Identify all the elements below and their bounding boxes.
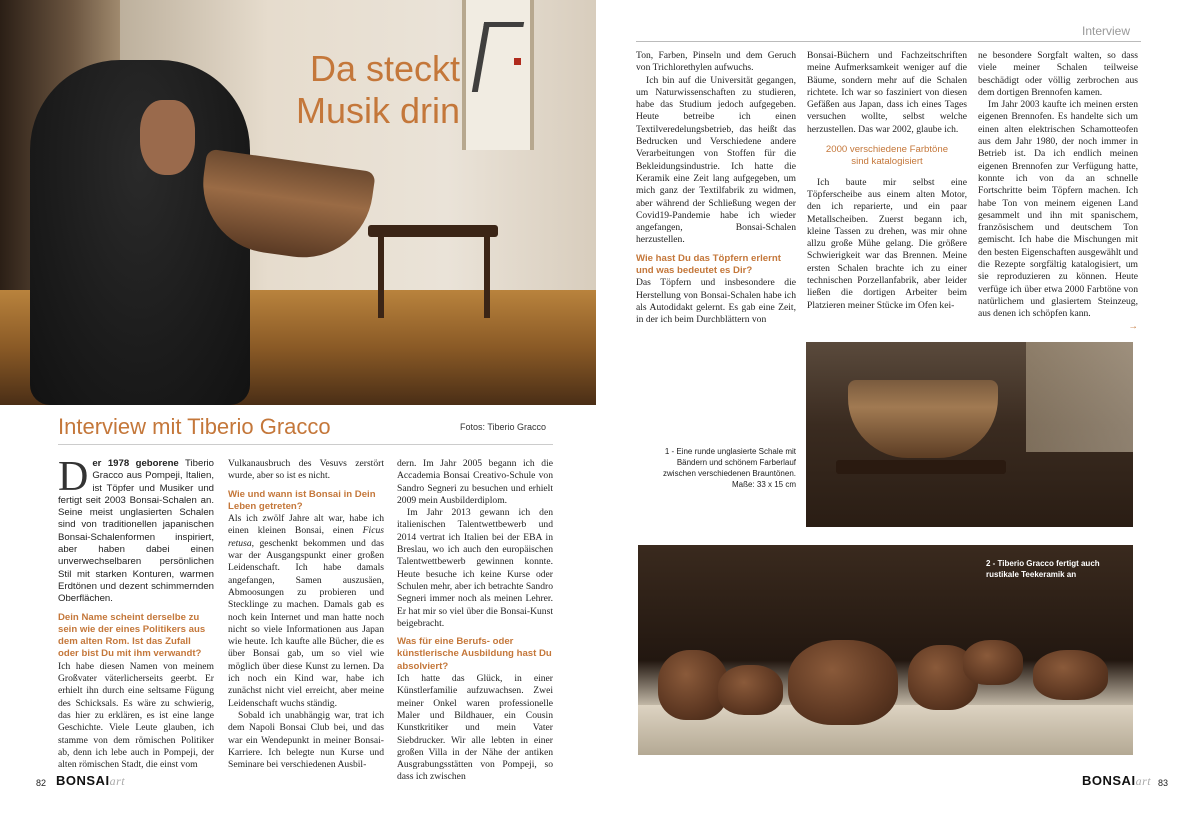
low-table [368, 225, 498, 237]
r-col1-paragraph-1: Ton, Farben, Pinseln und dem Geruch von Trichlorethylen aufwuchs. [636, 50, 796, 74]
lead-paragraph [58, 454, 214, 606]
answer-2-italic: Ficus retusa, [228, 525, 384, 549]
seal-stamp [514, 58, 521, 65]
col2-continuation: Vulkanausbruch des Vesuvs zerstört wurde, aber so ist es nicht. [228, 458, 384, 482]
tea-cup [963, 640, 1023, 685]
table-leg [378, 236, 384, 318]
r-col3-paragraph-1: ne besondere Sorgfalt walten, so dass viele meiner Schalen teilweise beschädigt oder völlig zerbrochen aus dem dortigen Brennofen kamen. [978, 50, 1138, 98]
photo1-bowl [848, 380, 998, 458]
subheading [807, 144, 967, 169]
tea-bowl [1033, 650, 1108, 700]
photo1-window [1026, 342, 1133, 452]
question-1: Dein Name scheint derselbe zu sein wie der eines Politikers aus dem alten Rom. Ist das Zufall oder bist Du mit ihm verwandt? [58, 611, 206, 660]
answer-2-part1: Als ich zwölf Jahre alt war, habe ich einen kleinen Bonsai, einen [228, 513, 384, 537]
teapot [788, 640, 898, 725]
r-col3-paragraph-2: Im Jahr 2003 kaufte ich meinen ersten eigenen Brennofen. Es handelte sich um einen alten elektrischen Schamotteofen aus dem Jahr 1980, der noch immer in Betrieb ist. Da ich endlich meinen eigenen Brennofen zur Verfügung hatte, konnte ich von da an schnelle Fortschritte beim Töpfern machen. Ich habe Ton von meinem eigenen Land gesammelt und ihn mit spanischem, französischem und deutschem Ton gemischt. Ich habe die Mischungen mit den besten Eigenschaften ausgewählt und die Rezepte sorgfältig katalogisiert, um sie reproduzieren zu können. Heute verfüge ich über etwa 2000 Farbtöne von natürlichem und glasiertem Steinzeug, aus denen ich schöpfen kann. [978, 99, 1138, 320]
subheading-line2: sind katalogisiert [851, 156, 923, 168]
question-3: Was für eine Berufs- oder künstlerische Ausbildung hast Du absolviert? [397, 636, 552, 672]
lead-bold: er 1978 geborene [92, 458, 179, 469]
photo-credit: Fotos: Tiberio Gracco [460, 422, 547, 432]
brand-logo-left [56, 773, 125, 789]
r-col2-paragraph-2: Ich baute mir selbst eine Töpferscheibe aus einem alten Motor, den ich reparierte, und ein paar Metallscheiben. Zuerst begann ich, kleine Tassen zu drehen, was mir ohne allzu große Mühe gelang. Die größere Schwierigkeit war das Brennen. Meine ersten Schalen brachte ich zu einer technischen Porzellanfabrik, aber leider ließen die dortigen Arbeiter beim Platzieren meiner Stücke im Ofen kei- [807, 176, 967, 311]
title-rule [58, 444, 553, 445]
table-leg [484, 236, 490, 318]
hanging-scroll [462, 0, 534, 150]
hero-title-line2: Musik drin [295, 90, 460, 131]
answer-2-part2: geschenkt bekommen und das war der Ausgangspunkt einer großen Leidenschaft. Ich habe damals angefangen, Samen auszusäen, Abmoosungen zu probieren und Stecklinge zu machen. Damals gab es noch kein Internet und man hatte noch nicht so viele Informationen aus Japan wie heute. Ich kaufte alle Bücher, die es über Bonsai gab, um so viel wie möglich über diese Kunst zu lernen. Da ich noch ein Kind war, habe ich zunächst nicht viel erreicht, aber meine Leidenschaft wuchs ständig. [228, 537, 384, 709]
right-text-column-1 [636, 50, 796, 327]
answer-1: Ich habe diesen Namen von meinem Großvater väterlicherseits geerbt. Er erhielt ihn durch eine seltsame Fügung des Schicksals. Es wäre zu schwierig, das hier zu erklären, es ist eine lange Geschichte. Viele Leute glauben, ich stamme von dem römischen Politiker ab, denn ich lebe auch in Pompeji, der alten römischen Stadt, die einst vom [58, 660, 214, 771]
text-column-2 [228, 458, 384, 771]
page-number-left: 82 [36, 778, 47, 788]
r-col1-paragraph-2: Ich bin auf die Universität gegangen, um Naturwissenschaften zu studieren, habe das Studium jedoch aufgegeben. Heute betreibe ich einen Textilveredelungsbetrieb, das heißt das Bedrucken und Verschiedene andere Verarbeitungen von Stoffen für die Bekleidungsindustrie. Ich hatte die Keramik eine Zeit lang aufgegeben, um mich ganz der Textilfabrik zu widmen, aber während der Schließung wegen der Covid19-Pandemie habe ich wieder angefangen, Bonsai-Schalen herzustellen. [636, 74, 796, 246]
right-text-column-3 [978, 50, 1138, 333]
col3-paragraph-1: dern. Im Jahr 2005 begann ich die Accademia Bonsai Creativo-Schule von Sandro Segneri zu besuchen und erhielt 2009 mein Ausbilderdiplom. [397, 458, 553, 506]
brand-name: BONSAI [56, 773, 110, 788]
text-column-1 [58, 454, 214, 771]
answer-2 [228, 513, 384, 710]
caption-1: 1 - Eine runde unglasierte Schale mit Bändern und schönem Farberlauf zwischen verschiedenen Brauntönen. Maße: 33 x 15 cm [663, 447, 796, 489]
article-title: Interview mit Tiberio Gracco [58, 414, 331, 439]
potter-figure [30, 60, 250, 405]
photo-round-bowl [806, 342, 1133, 527]
page-number-right: 83 [1158, 778, 1169, 788]
section-label: Interview [1082, 24, 1131, 38]
right-page [596, 0, 1191, 822]
answer-2-paragraph-2: Sobald ich unabhängig war, trat ich dem Napoli Bonsai Club bei, und das war ein Wendepunkt in meiner Bonsai-Karriere. Ich belegte nun Kurse und Seminare bei verschiedenen Ausbil- [228, 709, 384, 771]
brand-logo-right [1082, 773, 1151, 789]
lead-text: Tiberio Gracco aus Pompeji, Italien, ist Töpfer und Musiker und fertigt seit 2003 Bonsai-Schalen an. Seine meist unglasierten Schalen sind von traditionellen japanischen Bonsai-Schalenformen inspiriert, aber haben dabei einen unverwechselbaren persönlichen Stil mit starken Konturen, warmen Erdtönen und dezent schimmernden Oberflächen. [58, 458, 214, 605]
col3-paragraph-2: Im Jahr 2013 gewann ich den italienischen Talentwettbewerb und 2014 vertrat ich Italien bei der EBA in Breslau, wo ich auch den europäischen Talentwettbewerb gewinnen konnte. Heute besuche ich keine Kurse oder Schulen mehr, aber ich betrachte Sandro Segneri immer noch als meinen Lehrer. Er hat mir so viel über die Bonsai-Kunst beigebracht. [397, 507, 553, 629]
calligraphy-mark [472, 22, 524, 92]
r-col2-paragraph-1: Bonsai-Büchern und Fachzeitschriften meine Aufmerksamkeit weniger auf die Bäume, sondern mehr auf die Schalen richtete. Ich war so fasziniert von diesen Gefäßen aus Japan, dass ich eines Tages versuchen wollte, selbst welche herzustellen. Das war 2002, glaube ich. [807, 50, 967, 135]
hero-title-line1: Da steckt [309, 48, 460, 89]
brand-suffix: art [109, 774, 126, 788]
answer-4: Das Töpfern und insbesondere die Herstellung von Bonsai-Schalen habe ich als Autodidakt gelernt. Es gab eine Zeit, in der ich beim Durchblättern von [636, 277, 796, 326]
answer-3: Ich hatte das Glück, in einer Künstlerfamilie aufzuwachsen. Zwei meiner Onkel waren professionelle Maler und Bildhauer, ein Cousin Kunstkritiker und mein Vater Siebdrucker. Wir alle lebten in einer großen Villa in der Nähe der antiken Ausgrabungsstätten von Pompeji, so dass ich zwischen [397, 673, 553, 783]
brand-name: BONSAI [1082, 773, 1136, 788]
right-text-column-2 [807, 50, 967, 312]
caption-2: 2 - Tiberio Gracco fertigt auch rustikale Teekeramik an [986, 559, 1100, 579]
continue-arrow-icon: → [1128, 320, 1138, 332]
potter-face [140, 100, 195, 175]
subheading-line1: 2000 verschiedene Farbtöne [825, 144, 949, 156]
section-rule [636, 41, 1141, 42]
question-4: Wie hast Du das Töpfern erlernt und was bedeutet es Dir? [636, 252, 781, 277]
text-column-3 [397, 458, 553, 784]
brand-suffix: art [1135, 774, 1152, 788]
tea-cup [718, 665, 783, 715]
question-2: Wie und wann ist Bonsai in Dein Leben getreten? [228, 488, 376, 512]
photo1-stand [836, 460, 1006, 474]
hero-title [250, 48, 460, 132]
drop-cap: D [58, 454, 89, 500]
